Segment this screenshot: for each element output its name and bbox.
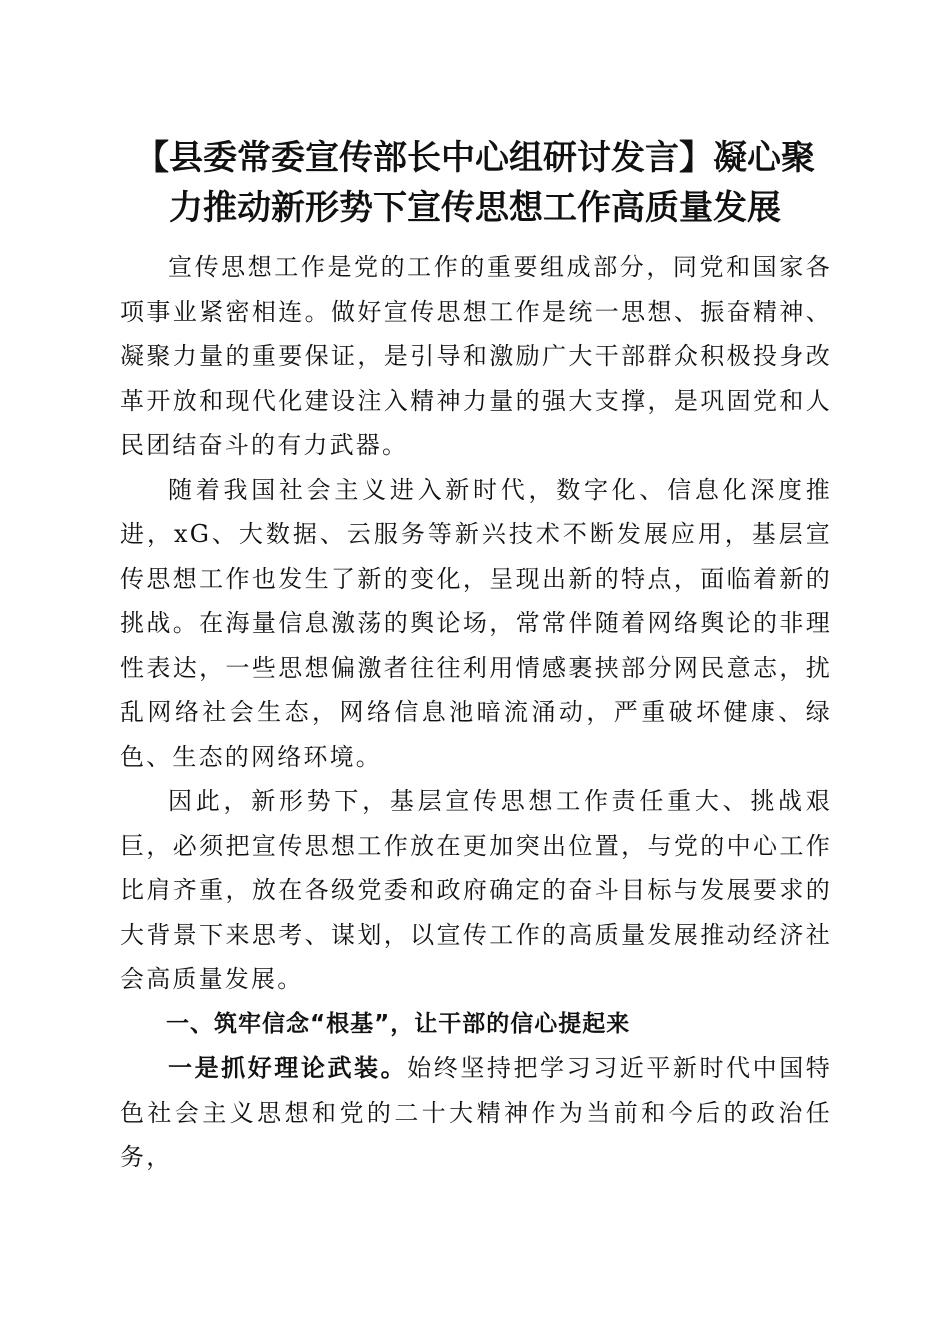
paragraph-new-era: 随着我国社会主义进入新时代，数字化、信息化深度推进，xG、大数据、云服务等新兴技术不断发展应用，基层宣传思想工作也发生了新的变化，呈现出新的特点，面临着新的挑战。在海量信息激荡的舆论场，常常伴随着网络舆论的非理性表达，一些思想偏激者往往利用情感裹挟部分网民意志，扰乱网络社会生态，网络信息池暗流涌动，严重破坏健康、绿色、生态的网络环境。 xyxy=(120,475,832,771)
document-title xyxy=(110,133,840,233)
point-1-lead: 一是抓好理论武装。 xyxy=(168,1053,408,1082)
paragraph-therefore: 因此，新形势下，基层宣传思想工作责任重大、挑战艰巨，必须把宣传思想工作放在更加突出位置，与党的中心工作比肩齐重，放在各级党委和政府确定的奋斗目标与发展要求的大背景下来思考、谋划，以宣传工作的高质量发展推动经济社会高质量发展。 xyxy=(120,787,832,993)
section-heading-1: 一、筑牢信念“根基”，让干部的信心提起来 xyxy=(166,1010,631,1037)
title-line-1: 【县委常委宣传部长中心组研讨发言】凝心聚 xyxy=(135,138,815,178)
title-line-2: 力推动新形势下宣传思想工作高质量发展 xyxy=(169,188,781,228)
paragraph-point-1 xyxy=(120,1046,832,1180)
document-body xyxy=(120,245,832,1180)
paragraph-intro: 宣传思想工作是党的工作的重要组成部分，同党和国家各项事业紧密相连。做好宣传思想工作是统一思想、振奋精神、凝聚力量的重要保证，是引导和激励广大干部群众积极投身改革开放和现代化建设注入精神力量的强大支撑，是巩固党和人民团结奋斗的有力武器。 xyxy=(120,253,832,459)
point-1-text: 始终坚持把学习习近平新时代中国特色社会主义思想和党的二十大精神作为当前和今后的政治任务， xyxy=(120,1054,832,1171)
